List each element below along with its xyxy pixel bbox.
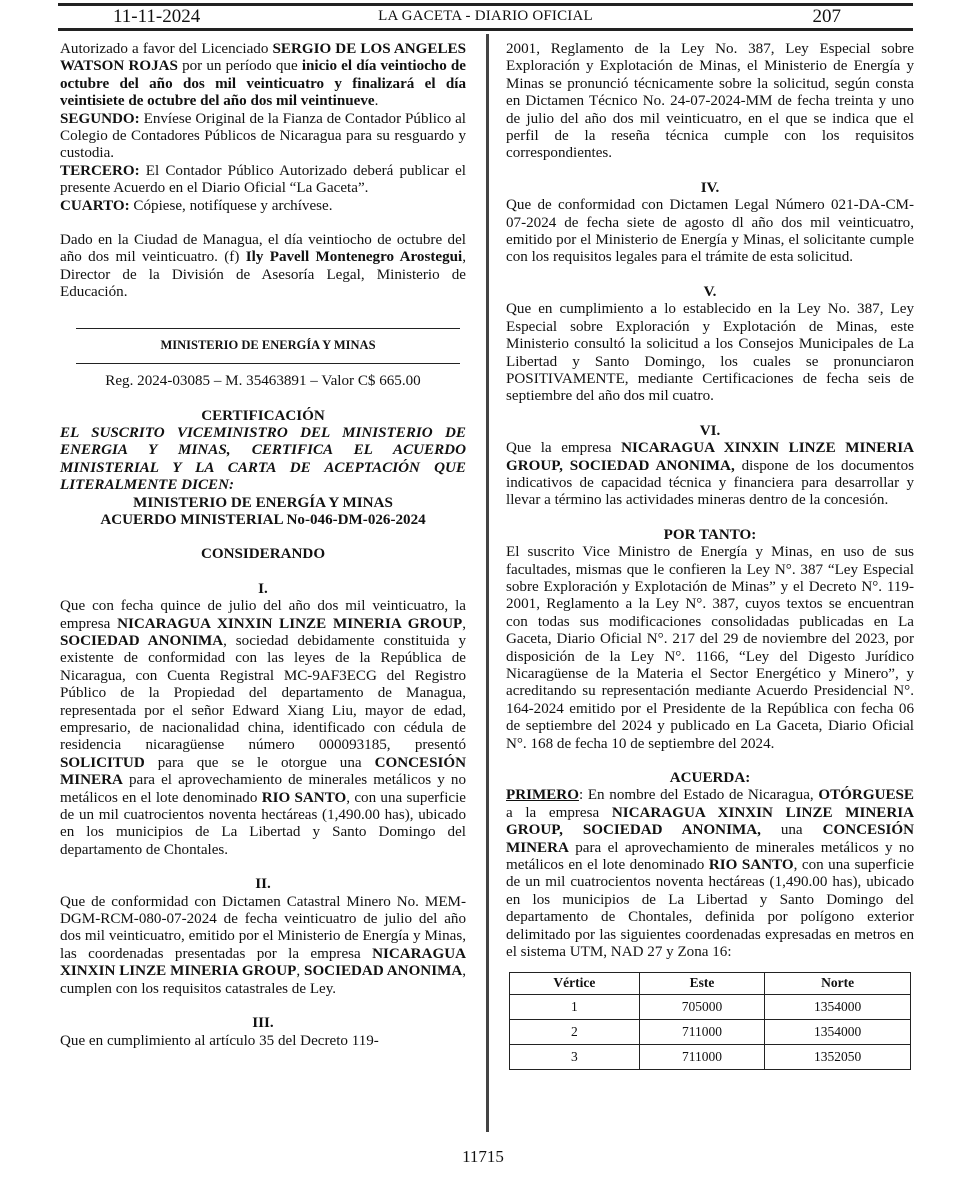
- column-header-norte: Norte: [765, 972, 911, 994]
- certificacion-intro: EL SUSCRITO VICEMINISTRO DEL MINISTERIO DE ENERGIA Y MINAS, CERTIFICA EL ACUERDO MINISTERIAL Y LA CARTA DE ACEPTACIÓN QUE LITERALMENTE DICEN:: [60, 424, 466, 494]
- column-header-vertice: Vértice: [510, 972, 640, 994]
- considerando-heading: CONSIDERANDO: [200, 546, 326, 563]
- section-iii-number: III.: [252, 1015, 274, 1032]
- table-cell: 1352050: [765, 1044, 911, 1069]
- section-iii-text-start: Que en cumplimiento al artículo 35 del Decreto 119-: [60, 1032, 379, 1049]
- table-cell: 705000: [639, 994, 764, 1019]
- header-date: 11-11-2024: [113, 6, 201, 27]
- segundo-paragraph: SEGUNDO: Envíese Original de la Fianza de Contador Público al Colegio de Contadores Públicos de Nicaragua para su resguardo y custodia.: [60, 110, 466, 162]
- authorization-paragraph: Autorizado a favor del Licenciado SERGIO DE LOS ANGELES WATSON ROJAS por un período que inicio el día veintiocho de octubre del año dos mil veinticuatro y finalizará el día veintisiete de octubre del año dos mil veintinueve.: [60, 41, 467, 110]
- section-v-number: V.: [703, 283, 717, 300]
- section-vi-text: Que la empresa NICARAGUA XINXIN LINZE MINERIA GROUP, SOCIEDAD ANONIMA, dispone de los documentos indicativos de capacidad técnica y financiera para desarrollar y llevar a término las actividades mineras dentro de la concesión.: [506, 440, 915, 509]
- table-cell: 711000: [639, 1044, 764, 1069]
- table-header-row: [510, 972, 911, 994]
- table-cell: 711000: [639, 1019, 764, 1044]
- tercero-paragraph: TERCERO: El Contador Público Autorizado deberá publicar el presente Acuerdo en el Diario Oficial “La Gaceta”.: [60, 162, 466, 197]
- acuerda-heading: ACUERDA:: [669, 770, 751, 787]
- dado-paragraph: Dado en la Ciudad de Managua, el día veintiocho de octubre del año dos mil veinticuatro. (f) Ily Pavell Montenegro Arostegui, Director de la División de Asesoría Legal, Ministerio de Educación.: [60, 232, 466, 301]
- primero-paragraph: PRIMERO: En nombre del Estado de Nicaragua, OTÓRGUESE a la empresa NICARAGUA XINXIN LINZE MINERIA GROUP, SOCIEDAD ANONIMA, una CONCESIÓN MINERA para el aprovechamiento de minerales metálicos y no metálicos en el lote denominado RIO SANTO, con una superficie de un mil cuatrocientos noventa hectáreas (1,490.00 has), ubicado en los municipios de La Libertad y Santo Domingo del departamento de Chontales, definida por polígono exterior delimitado por las siguientes coordenadas expresadas en metros en el sistema UTM, NAD 27 y Zona 16:: [506, 787, 914, 961]
- section-i-number: I.: [258, 580, 268, 597]
- table-cell: 2: [510, 1019, 640, 1044]
- ministry-section-heading: MINISTERIO DE ENERGÍA Y MINAS: [76, 328, 460, 364]
- certificacion-title: CERTIFICACIÓN: [201, 407, 325, 424]
- ministry-heading: MINISTERIO DE ENERGÍA Y MINAS: [133, 494, 393, 511]
- table-row: [510, 1019, 911, 1044]
- table-cell: 3: [510, 1044, 640, 1069]
- left-column: [60, 41, 466, 1050]
- section-vi-number: VI.: [699, 422, 721, 439]
- right-column: [506, 41, 914, 1070]
- por-tanto-text: El suscrito Vice Ministro de Energía y Minas, en uso de sus facultades, mismas que le confieren la Ley N°. 387 “Ley Especial sobre Exploración y Explotación de Minas” y el Decreto N°. 119-2001, Reglamento a la Ley N°. 387, cuyos textos se encuentran con todas sus modificaciones consolidadas publicadas en La Gaceta, Diario Oficial N°. 217 del 29 de noviembre del 2023, por disposición de la Ley N°. 1166, “Ley del Digesto Jurídico Nicaragüense de la Materia el Sector Energético y Minero”, y acreditando su representación mediante Acuerdo Presidencial N°. 164-2024 emitido por el Presidente de la República con fecha 06 de septiembre del 2024 y publicado en La Gaceta, Diario Oficial N°. 168 de fecha 10 de septiembre del 2024.: [506, 544, 914, 752]
- cuarto-paragraph: CUARTO: Cópiese, notifíquese y archívese.: [60, 197, 333, 214]
- section-iii-text-cont: 2001, Reglamento de la Ley No. 387, Ley Especial sobre Exploración y Explotación de Minas, el Ministerio de Energía y Minas se pronunció técnicamente sobre la solicitud, según consta en Dictamen Técnico No. 24-07-2024-MM de fecha treinta y uno de julio del año dos mil veinticuatro, en el que se indica que el perfil de la reseña técnica cumple con los requisitos correspondientes.: [506, 41, 914, 162]
- table-cell: 1: [510, 994, 640, 1019]
- section-ii-number: II.: [255, 876, 271, 893]
- page-header: [58, 6, 913, 28]
- table-row: [510, 994, 911, 1019]
- table-cell: 1354000: [765, 994, 911, 1019]
- section-ii-text: Que de conformidad con Dictamen Catastral Minero No. MEM-DGM-RCM-080-07-2024 de fecha veinticuatro de julio del año dos mil veinticuatro, emitido por el Ministerio de Energía y Minas, las coordenadas presentadas por la empresa NICARAGUA XINXIN LINZE MINERIA GROUP, SOCIEDAD ANONIMA, cumplen con los requisitos catastrales de Ley.: [60, 893, 467, 997]
- column-header-este: Este: [639, 972, 764, 994]
- registration-line: Reg. 2024-03085 – M. 35463891 – Valor C$ 665.00: [105, 373, 421, 390]
- section-i-text: Que con fecha quince de julio del año dos mil veinticuatro, la empresa NICARAGUA XINXIN LINZE MINERIA GROUP, SOCIEDAD ANONIMA, sociedad debidamente constituida y existente de conformidad con las leyes de la República de Nicaragua, con Cuenta Registral MC-9AF3ECG del Registro Público de la Propiedad del departamento de Managua, representada por el señor Edward Xiang Liu, mayor de edad, empresario, de nacionalidad china, identificado con cédula de residencia nicaragüense número 000093185, presentó SOLICITUD para que se le otorgue una CONCESIÓN MINERA para el aprovechamiento de minerales metálicos y no metálicos en el lote denominado RIO SANTO, con una superficie de un mil cuatrocientos noventa hectáreas (1,490.00 has), ubicado en los municipios de La Libertad y Santo Domingo del departamento de Chontales.: [60, 598, 466, 858]
- section-iv-number: IV.: [700, 179, 720, 196]
- acuerdo-heading: ACUERDO MINISTERIAL No-046-DM-026-2024: [100, 511, 426, 528]
- header-page-number: 207: [812, 6, 841, 27]
- section-v-text: Que en cumplimiento a lo establecido en la Ley No. 387, Ley Especial sobre Exploración y Explotación de Minas, este Ministerio consultó la solicitud a los Consejos Municipales de La Libertad y Santo Domingo, los cuales se pronunciaron POSITIVAMENTE, mediante Certificaciones de fecha seis de septiembre del año dos mil cuatro.: [506, 301, 914, 405]
- table-row: [510, 1044, 911, 1069]
- por-tanto-heading: POR TANTO:: [663, 526, 757, 543]
- issue-number: 11715: [462, 1147, 504, 1166]
- utm-coordinates-table: [509, 972, 911, 1070]
- table-cell: 1354000: [765, 1019, 911, 1044]
- publication-title: LA GACETA - DIARIO OFICIAL: [378, 8, 593, 24]
- section-iv-text: Que de conformidad con Dictamen Legal Número 021-DA-CM-07-2024 de fecha siete de agosto dl año dos mil veinticuatro, emitido por el Ministerio de Energía y Minas, el solicitante cumple con los requisitos legales para el trámite de esta solicitud.: [506, 197, 914, 266]
- header-rule-bottom: [58, 28, 913, 31]
- column-divider: [486, 34, 489, 1132]
